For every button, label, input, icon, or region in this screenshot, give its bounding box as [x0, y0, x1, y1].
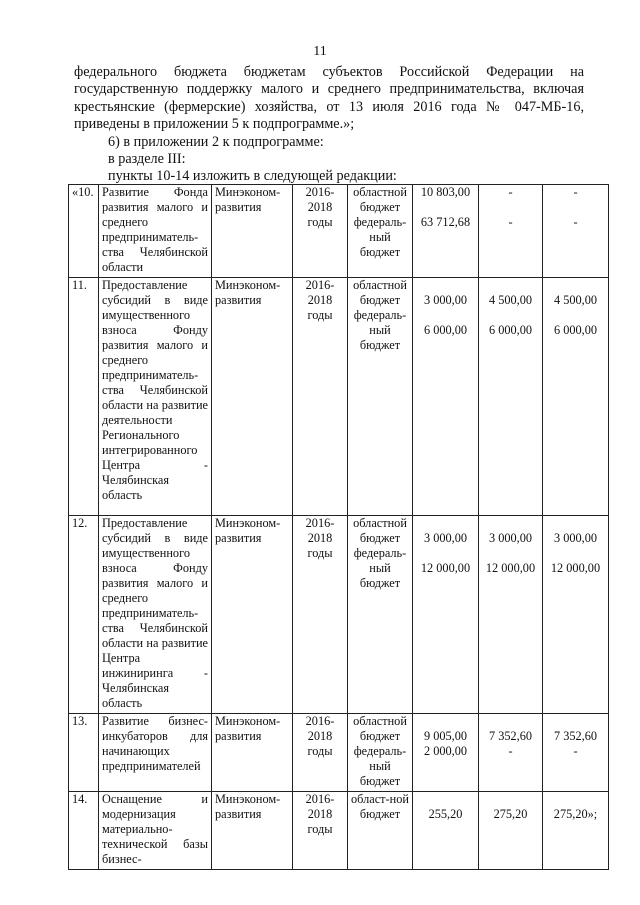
value-regional: 3 000,00: [553, 531, 598, 545]
item-period: 2016-2018 годы: [293, 185, 348, 278]
value-regional: -: [573, 185, 578, 199]
row-number: «10.: [69, 185, 99, 278]
row-number: 12.: [69, 516, 99, 714]
value-regional: 10 803,00: [420, 185, 471, 199]
value-2016: [413, 792, 479, 870]
item-name: Развитие Фонда развития малого и среднего предприниматель-ства Челябинской области: [99, 185, 212, 278]
item-executor: Минэконом-развития: [212, 792, 293, 870]
table-row: [69, 278, 609, 516]
instruction-line: пункты 10-14 изложить в следующей редакции:: [108, 168, 397, 185]
item-b-heading: 6) в приложении 2 к подпрограмме:: [108, 133, 324, 150]
value-2016: [413, 516, 479, 714]
value-regional: 3 000,00: [423, 531, 468, 545]
value-regional: 7 352,60: [488, 729, 533, 743]
value-2017: [479, 714, 543, 792]
value-federal: 2 000,00: [423, 744, 468, 758]
value-federal: 6 000,00: [423, 323, 468, 337]
item-name: Предоставление субсидий в виде имущественного взноса Фонду развития малого и среднего предприниматель-ства Челябинской области на развитие Центра инжиниринга - Челябинская область: [99, 516, 212, 714]
value-federal: 6 000,00: [488, 323, 533, 337]
value-2018: [543, 792, 609, 870]
value-federal: -: [508, 215, 513, 229]
value-2018: [543, 714, 609, 792]
value-regional: 7 352,60: [553, 729, 598, 743]
item-funding-source: областной бюджет федераль-ный бюджет: [348, 278, 413, 516]
value-2016: [413, 714, 479, 792]
value-regional: 275,20: [493, 807, 528, 821]
value-regional: 255,20: [428, 807, 463, 821]
value-federal: 63 712,68: [420, 215, 471, 229]
value-2018: [543, 185, 609, 278]
value-2017: [479, 185, 543, 278]
section-heading: в разделе III:: [108, 151, 186, 168]
value-2016: [413, 185, 479, 278]
value-regional: 3 000,00: [488, 531, 533, 545]
item-executor: Минэконом-развития: [212, 516, 293, 714]
table-row: [69, 516, 609, 714]
item-executor: Минэконом-развития: [212, 714, 293, 792]
value-2017: [479, 792, 543, 870]
item-name: Оснащение и модернизация материально-технической базы бизнес-: [99, 792, 212, 870]
item-period: 2016-2018 годы: [293, 516, 348, 714]
program-items-table: [68, 184, 609, 870]
page-number: 11: [313, 44, 327, 59]
table-row: [69, 714, 609, 792]
item-period: 2016-2018 годы: [293, 278, 348, 516]
item-funding-source: областной бюджет федераль-ный бюджет: [348, 516, 413, 714]
value-federal: -: [573, 215, 578, 229]
value-regional: 275,20»;: [553, 807, 598, 821]
item-funding-source: област-ной бюджет: [348, 792, 413, 870]
row-number: 11.: [69, 278, 99, 516]
item-funding-source: областной бюджет федераль-ный бюджет: [348, 185, 413, 278]
value-regional: 3 000,00: [423, 293, 468, 307]
value-federal: -: [508, 744, 513, 758]
value-2017: [479, 278, 543, 516]
table-row: [69, 792, 609, 870]
value-regional: 9 005,00: [423, 729, 468, 743]
value-federal: -: [573, 744, 578, 758]
value-federal: 6 000,00: [553, 323, 598, 337]
intro-text: [74, 64, 584, 186]
value-regional: -: [508, 185, 513, 199]
value-2018: [543, 278, 609, 516]
value-2016: [413, 278, 479, 516]
value-2018: [543, 516, 609, 714]
item-name: Предоставление субсидий в виде имущественного взноса Фонду развития малого и среднего предприниматель-ства Челябинской области на развитие деятельности Регионального интегрированного Центра - Челябинская область: [99, 278, 212, 516]
value-2017: [479, 516, 543, 714]
value-regional: 4 500,00: [553, 293, 598, 307]
value-federal: 12 000,00: [485, 561, 536, 575]
item-executor: Минэконом-развития: [212, 185, 293, 278]
value-federal: 12 000,00: [420, 561, 471, 575]
item-name: Развитие бизнес-инкубаторов для начинающих предпринимателей: [99, 714, 212, 792]
row-number: 13.: [69, 714, 99, 792]
value-regional: 4 500,00: [488, 293, 533, 307]
table-row: [69, 185, 609, 278]
item-funding-source: областной бюджет федераль-ный бюджет: [348, 714, 413, 792]
intro-paragraph: федерального бюджета бюджетам субъектов Российской Федерации на государственную поддержку малого и среднего предпринимательства, включая крестьянские (фермерские) хозяйства, от 13 июля 2016 года № 047-МБ-16, приведены в приложении 5 к подпрограмме.»;: [74, 64, 584, 133]
value-federal: 12 000,00: [550, 561, 601, 575]
item-period: 2016-2018 годы: [293, 714, 348, 792]
item-period: 2016-2018 годы: [293, 792, 348, 870]
row-number: 14.: [69, 792, 99, 870]
item-executor: Минэконом-развития: [212, 278, 293, 516]
